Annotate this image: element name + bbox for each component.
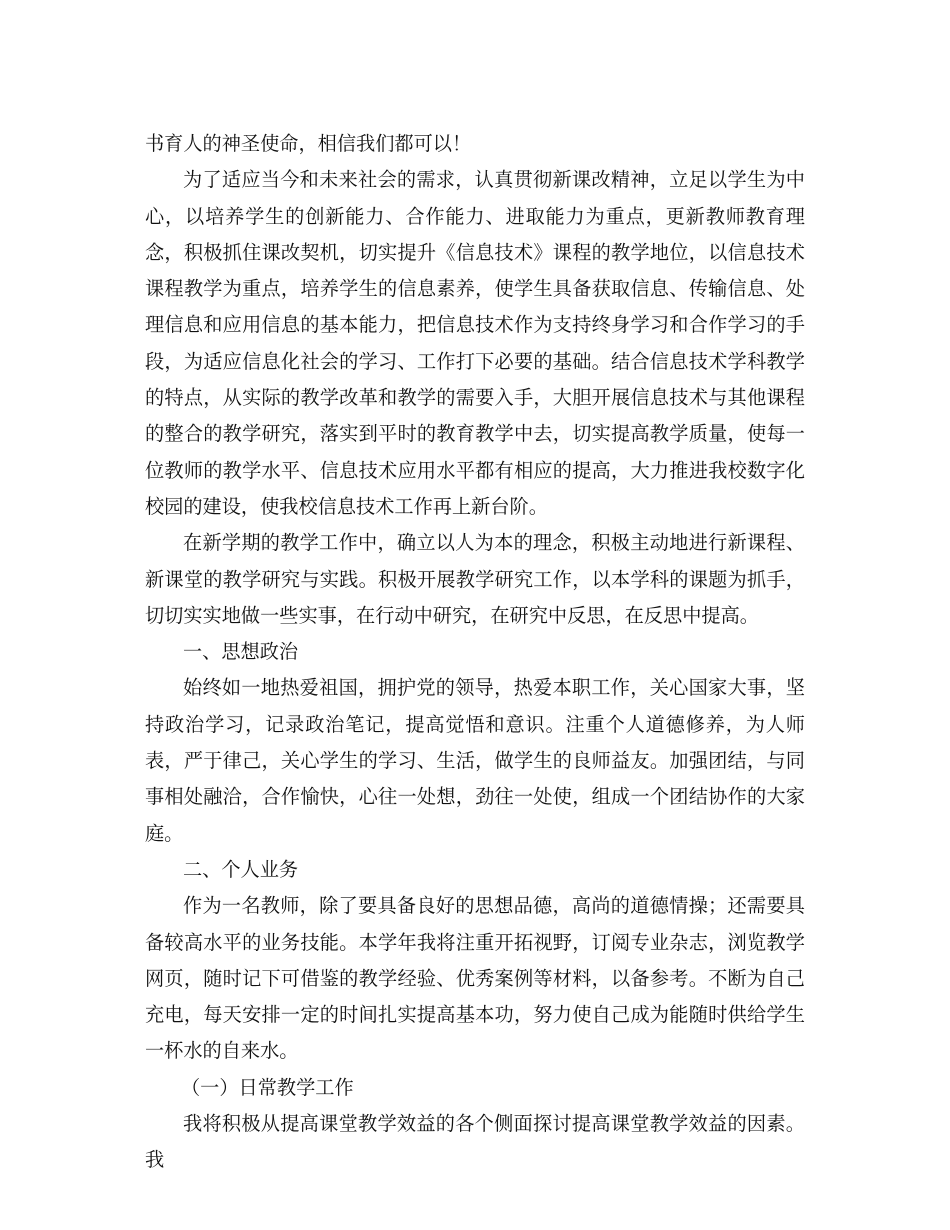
paragraph-personal-business: 作为一名教师，除了要具备良好的思想品德，高尚的道德情操；还需要具备较高水平的业务技能。本学年我将注重开拓视野，订阅专业杂志，浏览教学网页，随时记下可借鉴的教学经验、优秀案例等材料，以备参考。不断为自己充电，每天安排一定的时间扎实提高基本功，努力使自己成为能随时供给学生一杯水的自来水。 bbox=[145, 894, 805, 1063]
paragraph-new-semester: 在新学期的教学工作中，确立以人为本的理念，积极主动地进行新课程、新课堂的教学研究与实践。积极开展教学研究工作，以本学科的课题为抓手，切切实实地做一些实事，在行动中研究，在研究中反思，在反思中提高。 bbox=[145, 531, 805, 627]
paragraph-goals: 为了适应当今和未来社会的需求，认真贯彻新课改精神，立足以学生为中心，以培养学生的创新能力、合作能力、进取能力为重点，更新教师教育理念，积极抓住课改契机，切实提升《信息技术》课程的教学地位，以信息技术课程教学为重点，培养学生的信息素养，使学生具备获取信息、传输信息、处理信息和应用信息的基本能力，把信息技术作为支持终身学习和合作学习的手段，为适应信息化社会的学习、工作打下必要的基础。结合信息技术学科教学的特点，从实际的教学改革和教学的需要入手，大胆开展信息技术与其他课程的整合的教学研究，落实到平时的教育教学中去，切实提高教学质量，使每一位教师的教学水平、信息技术应用水平都有相应的提高，大力推进我校数字化校园的建设，使我校信息技术工作再上新台阶。 bbox=[145, 168, 805, 518]
subsection-heading-daily-teaching: （一）日常教学工作 bbox=[181, 1075, 354, 1099]
section-heading-politics: 一、思想政治 bbox=[183, 640, 299, 664]
paragraph-politics: 始终如一地热爱祖国，拥护党的领导，热爱本职工作，关心国家大事，坚持政治学习，记录政治笔记，提高觉悟和意识。注重个人道德修养，为人师表，严于律己，关心学生的学习、生活，做学生的良师益友。加强团结，与同事相处融洽，合作愉快，心往一处想，劲往一处使，组成一个团结协作的大家庭。 bbox=[145, 676, 805, 845]
document-body bbox=[145, 126, 805, 1179]
paragraph-daily-teaching: 我将积极从提高课堂教学效益的各个侧面探讨提高课堂教学效益的因素。我 bbox=[145, 1112, 805, 1172]
section-heading-personal-business: 二、个人业务 bbox=[183, 857, 299, 881]
paragraph-continuation: 书育人的神圣使命，相信我们都可以！ bbox=[145, 132, 472, 155]
